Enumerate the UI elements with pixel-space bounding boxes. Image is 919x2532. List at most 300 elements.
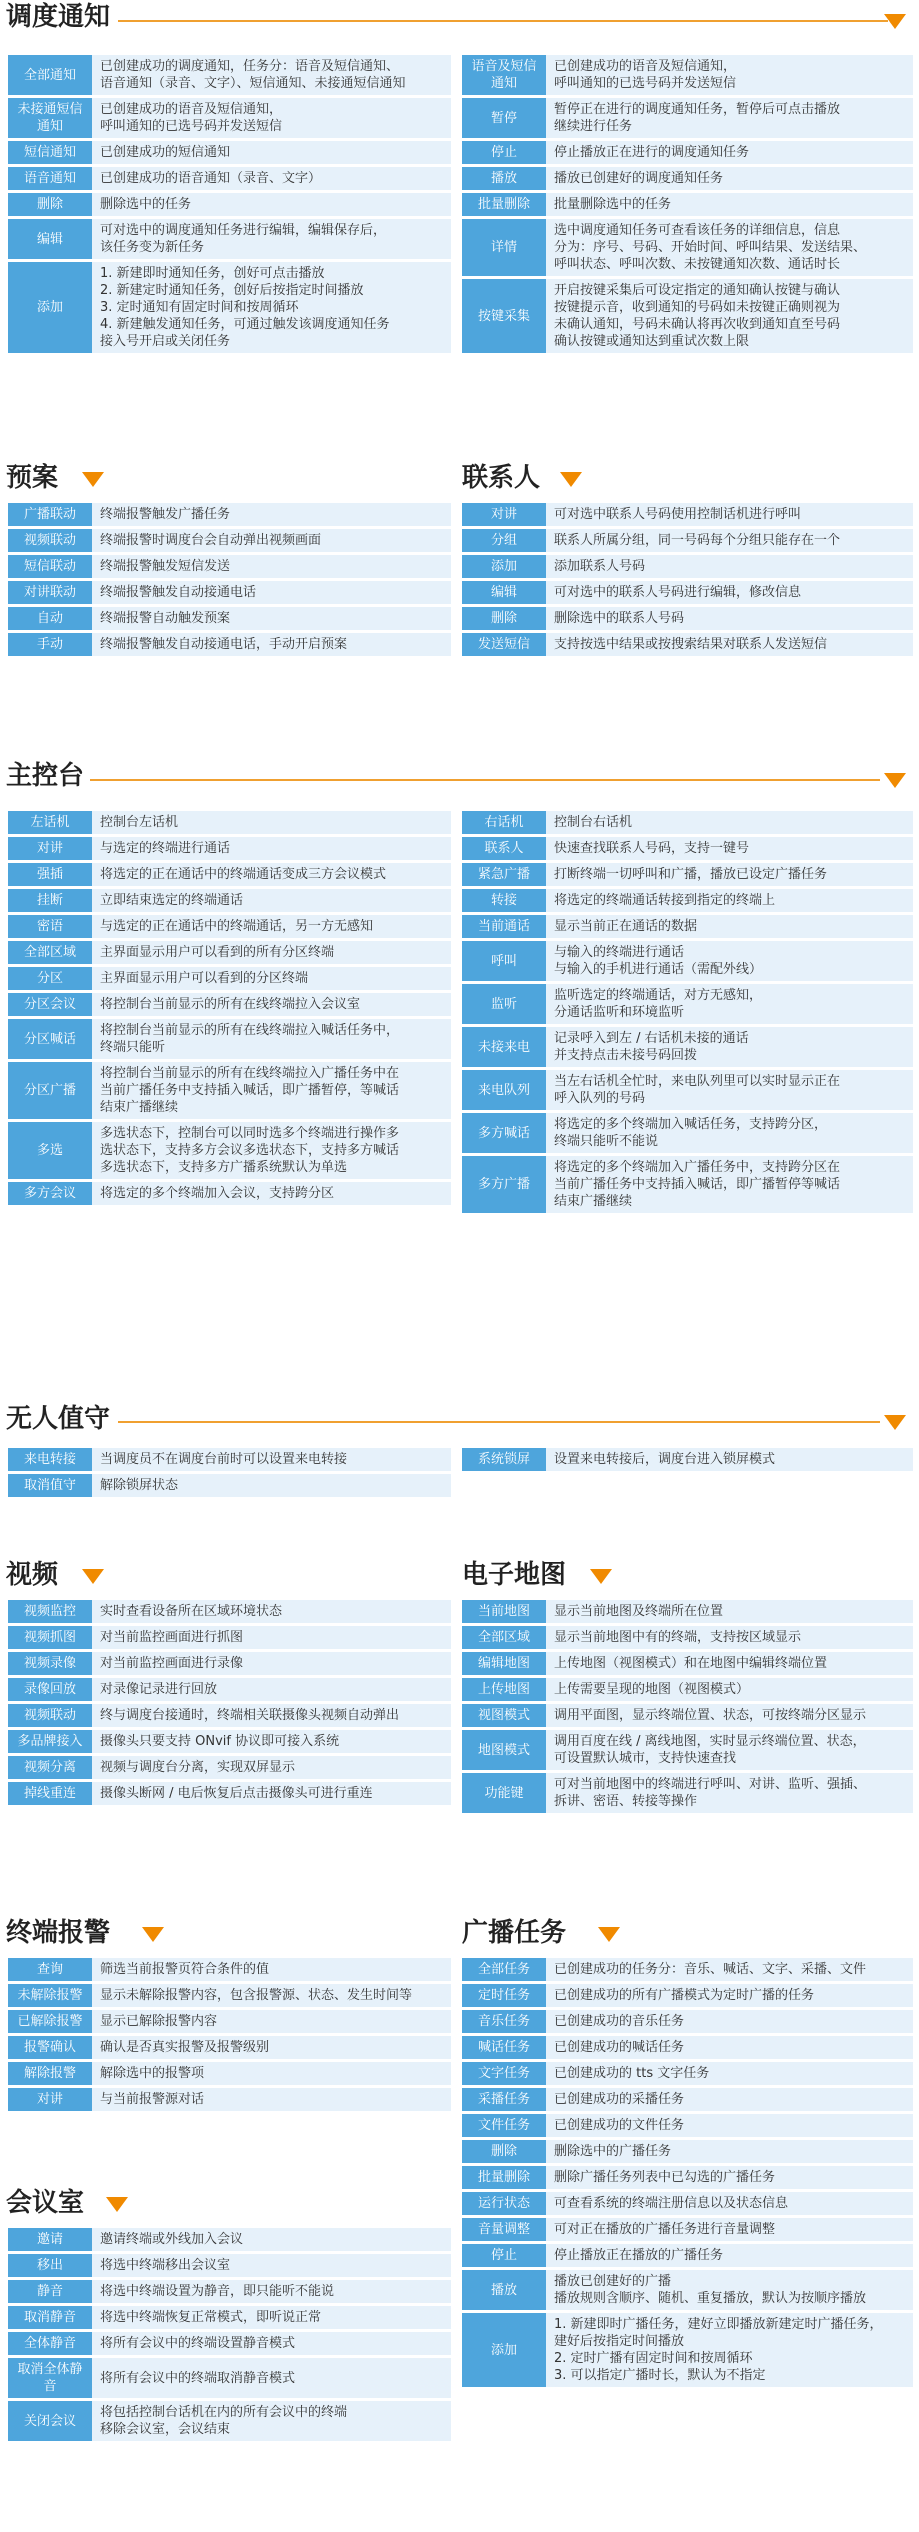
table-row (8, 2010, 451, 2033)
feature-description (546, 2192, 913, 2215)
table-row (8, 1782, 451, 1805)
feature-description (546, 863, 913, 886)
table-row (462, 811, 913, 834)
table-row (462, 193, 913, 216)
feature-description (92, 1474, 451, 1497)
table-row (462, 2166, 913, 2189)
feature-name: 来电转接 (8, 1448, 92, 1471)
description-line: 将所有会议中的终端取消静音模式 (100, 2370, 296, 2386)
description-line: 已创建成功的音乐任务 (554, 2014, 685, 2029)
feature-description (546, 2062, 913, 2085)
feature-name: 视频联动 (8, 529, 92, 552)
feature-name: 批量删除 (462, 193, 546, 216)
feature-name: 喊话任务 (462, 2036, 546, 2059)
section-title-map: 电子地图 (462, 1560, 567, 1590)
feature-description (546, 1070, 913, 1110)
feature-name: 对讲 (8, 2088, 92, 2111)
description-line: 主界面显示用户可以看到的分区终端 (100, 971, 309, 986)
description-line: 邀请终端或外线加入会议 (100, 2232, 244, 2247)
feature-description (546, 1156, 913, 1213)
section-divider (118, 20, 888, 22)
feature-name: 文字任务 (462, 2062, 546, 2085)
feature-description (92, 993, 451, 1016)
feature-description (92, 1782, 451, 1805)
feature-name: 暂停 (462, 98, 546, 138)
feature-description (546, 1626, 913, 1649)
description-line: 调用百度在线 / 离线地图，实时显示终端位置、状态， (554, 1734, 866, 1749)
feature-name: 录像回放 (8, 1678, 92, 1701)
table-row (462, 581, 913, 604)
feature-name: 左话机 (8, 811, 92, 834)
feature-description (546, 2313, 913, 2387)
feature-name: 视频抓图 (8, 1626, 92, 1649)
broadcast-table (462, 1955, 913, 2390)
feature-description (92, 167, 451, 190)
description-line: 删除广播任务列表中已勾选的广播任务 (554, 2170, 776, 2185)
section-title-alarm: 终端报警 (6, 1918, 111, 1948)
table-row (462, 1448, 913, 1471)
section-title-plan: 预案 (6, 463, 59, 493)
feature-name: 停止 (462, 141, 546, 164)
feature-description (546, 555, 913, 578)
feature-name: 多选 (8, 1122, 92, 1179)
feature-description (546, 55, 913, 95)
description-line: 终端报警触发自动接通电话 (100, 585, 257, 600)
description-line: 1. 新建即时广播任务，建好立即播放新建定时广播任务， (554, 2317, 883, 2332)
feature-description (92, 1062, 451, 1119)
description-line: 可对选中联系人号码使用控制话机进行呼叫 (554, 507, 802, 522)
table-row (8, 1756, 451, 1779)
section-title-dispatch: 调度通知 (6, 2, 111, 32)
table-row (462, 1156, 913, 1213)
table-row (8, 2306, 451, 2329)
description-line: 确认按键或通知达到重试次数上限 (554, 334, 750, 349)
description-line: 终端报警触发广播任务 (100, 507, 231, 522)
description-line: 设置来电转接后，调度台进入锁屏模式 (554, 1452, 776, 1467)
description-line: 已创建成功的 tts 文字任务 (554, 2066, 710, 2081)
table-row (462, 141, 913, 164)
feature-description (546, 1730, 913, 1770)
description-line: 终端只能听不能说 (554, 1134, 659, 1149)
feature-name: 视频监控 (8, 1600, 92, 1623)
feature-name: 未接来电 (462, 1027, 546, 1067)
description-line: 停止播放正在播放的广播任务 (554, 2248, 724, 2263)
feature-description (92, 141, 451, 164)
description-line: 可对选中的调度通知任务进行编辑，编辑保存后， (100, 223, 387, 238)
description-line: 呼叫状态、呼叫次数、未按键通知次数、通话时长 (554, 257, 841, 272)
description-line: 结束广播继续 (100, 1100, 179, 1115)
feature-description (546, 2218, 913, 2241)
feature-name: 视图模式 (462, 1704, 546, 1727)
description-line: 对当前监控画面进行录像 (100, 1656, 244, 1671)
table-row (8, 55, 451, 95)
table-row (462, 279, 913, 353)
feature-name: 编辑地图 (462, 1652, 546, 1675)
feature-description (546, 2166, 913, 2189)
plan-table (8, 500, 451, 659)
feature-name: 取消值守 (8, 1474, 92, 1497)
collapse-arrow-icon[interactable] (598, 1927, 620, 1942)
feature-description (92, 2228, 451, 2251)
description-line: 将选定的正在通话中的终端通话变成三方会议模式 (100, 867, 387, 882)
description-line: 解除锁屏状态 (100, 1478, 179, 1493)
unattended-table-left (8, 1445, 451, 1500)
description-line: 摄像头只要支持 ONvif 协议即可接入系统 (100, 1734, 340, 1749)
feature-name: 自动 (8, 607, 92, 630)
description-line: 1. 新建即时通知任务，创好可点击播放 (100, 266, 325, 281)
feature-description (546, 2010, 913, 2033)
feature-name: 右话机 (462, 811, 546, 834)
feature-name: 添加 (462, 2313, 546, 2387)
dispatch-table-left (8, 52, 451, 356)
table-row (8, 1704, 451, 1727)
description-line: 监听选定的终端通话，对方无感知， (554, 988, 763, 1003)
map-table (462, 1597, 913, 1816)
description-line: 批量删除选中的任务 (554, 197, 672, 212)
feature-name: 对讲 (462, 503, 546, 526)
table-row (462, 1113, 913, 1153)
table-row (8, 1730, 451, 1753)
feature-name: 移出 (8, 2254, 92, 2277)
feature-name: 静音 (8, 2280, 92, 2303)
feature-description (92, 55, 451, 95)
feature-description (546, 193, 913, 216)
feature-description (92, 1448, 451, 1471)
table-row (462, 2062, 913, 2085)
collapse-arrow-icon[interactable] (884, 773, 906, 788)
description-line: 已创建成功的短信通知 (100, 145, 231, 160)
description-line: 未确认通知，号码未确认将再次收到通知直至号码 (554, 317, 841, 332)
feature-description (92, 967, 451, 990)
feature-description (92, 2306, 451, 2329)
feature-name: 编辑 (462, 581, 546, 604)
table-row (8, 993, 451, 1016)
table-row (8, 941, 451, 964)
feature-description (92, 503, 451, 526)
feature-description (92, 607, 451, 630)
feature-description (92, 1652, 451, 1675)
feature-name: 功能键 (462, 1773, 546, 1813)
description-line: 播放已创建好的调度通知任务 (554, 171, 724, 186)
description-line: 终端报警触发自动接通电话，手动开启预案 (100, 637, 348, 652)
description-line: 将选定的多个终端加入喊话任务，支持跨分区， (554, 1117, 828, 1132)
description-line: 拆讲、密语、转接等操作 (554, 1794, 698, 1809)
feature-name: 按键采集 (462, 279, 546, 353)
description-line: 呼叫通知的已选号码并发送短信 (100, 119, 283, 134)
feature-description (546, 503, 913, 526)
description-line: 多选状态下，控制台可以同时选多个终端进行操作多 (100, 1126, 400, 1141)
description-line: 播放已创建好的广播 (554, 2274, 672, 2289)
table-row (8, 1182, 451, 1205)
section-divider (118, 1421, 880, 1423)
table-row (8, 1984, 451, 2007)
description-line: 筛选当前报警页符合条件的值 (100, 1962, 270, 1977)
section-title-meeting: 会议室 (6, 2188, 85, 2218)
description-line: 分通话监听和环境监听 (554, 1005, 685, 1020)
table-row (462, 2010, 913, 2033)
feature-name: 添加 (462, 555, 546, 578)
description-line: 对当前监控画面进行抓图 (100, 1630, 244, 1645)
table-row (8, 607, 451, 630)
console-table-left (8, 808, 451, 1208)
table-row (8, 1122, 451, 1179)
description-line: 可对选中的联系人号码进行编辑，修改信息 (554, 585, 802, 600)
feature-description (92, 863, 451, 886)
description-line: 将控制台当前显示的所有在线终端拉入会议室 (100, 997, 361, 1012)
feature-name: 短信通知 (8, 141, 92, 164)
description-line: 将控制台当前显示的所有在线终端拉入广播任务中在 (100, 1066, 400, 1081)
feature-description (546, 811, 913, 834)
feature-name: 分区会议 (8, 993, 92, 1016)
feature-name: 查询 (8, 1958, 92, 1981)
description-line: 3. 可以指定广播时长，默认为不指定 (554, 2368, 766, 2383)
description-line: 与输入的手机进行通话（需配外线） (554, 962, 763, 977)
table-row (462, 1626, 913, 1649)
collapse-arrow-icon[interactable] (82, 472, 104, 487)
description-line: 已创建成功的任务分：音乐、喊话、文字、采播、文件 (554, 1962, 867, 1977)
description-line: 终端报警触发短信发送 (100, 559, 231, 574)
table-row (462, 2218, 913, 2241)
table-row (462, 1984, 913, 2007)
feature-description (546, 529, 913, 552)
table-row (462, 2088, 913, 2111)
feature-name: 播放 (462, 167, 546, 190)
description-line: 打断终端一切呼叫和广播，播放已设定广播任务 (554, 867, 828, 882)
feature-name: 掉线重连 (8, 1782, 92, 1805)
feature-name: 已解除报警 (8, 2010, 92, 2033)
description-line: 可设置默认城市，支持快速查找 (554, 1751, 737, 1766)
description-line: 快速查找联系人号码，支持一键号 (554, 841, 750, 856)
feature-name: 语音通知 (8, 167, 92, 190)
feature-name: 全部通知 (8, 55, 92, 95)
feature-name: 删除 (462, 2140, 546, 2163)
feature-description (546, 915, 913, 938)
description-line: 删除选中的广播任务 (554, 2144, 672, 2159)
feature-description (546, 2114, 913, 2137)
feature-name: 播放 (462, 2270, 546, 2310)
feature-description (546, 889, 913, 912)
feature-name: 删除 (462, 607, 546, 630)
feature-description (92, 2062, 451, 2085)
feature-name: 未解除报警 (8, 1984, 92, 2007)
feature-description (546, 2244, 913, 2267)
feature-description (546, 581, 913, 604)
description-line: 语音通知（录音、文字）、短信通知、未接通短信通知 (100, 76, 406, 91)
table-row (8, 1652, 451, 1675)
table-row (462, 837, 913, 860)
collapse-arrow-icon[interactable] (560, 472, 582, 487)
description-line: 显示已解除报警内容 (100, 2014, 218, 2029)
description-line: 立即结束选定的终端通话 (100, 893, 244, 908)
description-line: 当调度员不在调度台前时可以设置来电转接 (100, 1452, 348, 1467)
table-row (8, 1678, 451, 1701)
collapse-arrow-icon[interactable] (590, 1569, 612, 1584)
feature-description (92, 2254, 451, 2277)
description-line: 将包括控制台话机在内的所有会议中的终端 (100, 2405, 348, 2420)
collapse-arrow-icon[interactable] (82, 1569, 104, 1584)
description-line: 已创建成功的所有广播模式为定时广播的任务 (554, 1988, 815, 2003)
table-row (462, 2036, 913, 2059)
description-line: 结束广播继续 (554, 1194, 633, 1209)
feature-description (546, 1958, 913, 1981)
feature-description (546, 1448, 913, 1471)
description-line: 2. 定时广播有固定时间和按周循环 (554, 2351, 753, 2366)
table-row (8, 633, 451, 656)
description-line: 将选定的多个终端加入广播任务中，支持跨分区在 (554, 1160, 841, 1175)
feature-description (546, 984, 913, 1024)
feature-name: 发送短信 (462, 633, 546, 656)
description-line: 播放规则含顺序、随机、重复播放，默认为按顺序播放 (554, 2291, 867, 2306)
description-line: 已创建成功的采播任务 (554, 2092, 685, 2107)
feature-name: 分组 (462, 529, 546, 552)
table-row (462, 1600, 913, 1623)
table-row (462, 2140, 913, 2163)
feature-name: 手动 (8, 633, 92, 656)
description-line: 添加联系人号码 (554, 559, 646, 574)
feature-name: 挂断 (8, 889, 92, 912)
feature-description (92, 1756, 451, 1779)
feature-name: 全部任务 (462, 1958, 546, 1981)
feature-name: 解除报警 (8, 2062, 92, 2085)
feature-name: 音量调整 (462, 2218, 546, 2241)
feature-name: 对讲 (8, 837, 92, 860)
table-row (462, 889, 913, 912)
description-line: 将选中终端移出会议室 (100, 2258, 231, 2273)
table-row (462, 1027, 913, 1067)
description-line: 呼入队列的号码 (554, 1091, 646, 1106)
feature-name: 密语 (8, 915, 92, 938)
description-line: 暂停正在进行的调度通知任务，暂停后可点击播放 (554, 102, 841, 117)
description-line: 3. 定时通知有固定时间和按周循环 (100, 300, 299, 315)
table-row (462, 863, 913, 886)
table-row (8, 2062, 451, 2085)
feature-name: 对讲联动 (8, 581, 92, 604)
feature-description (92, 2332, 451, 2355)
description-line: 删除选中的任务 (100, 197, 192, 212)
feature-description (92, 529, 451, 552)
description-line: 4. 新建触发通知任务，可通过触发该调度通知任务 (100, 317, 390, 332)
feature-description (92, 193, 451, 216)
feature-name: 音乐任务 (462, 2010, 546, 2033)
table-row (8, 1062, 451, 1119)
feature-description (546, 167, 913, 190)
description-line: 与输入的终端进行通话 (554, 945, 685, 960)
table-row (462, 2114, 913, 2137)
description-line: 调用平面图，显示终端位置、状态，可按终端分区显示 (554, 1708, 867, 1723)
collapse-arrow-icon[interactable] (106, 2197, 128, 2212)
feature-name: 系统锁屏 (462, 1448, 546, 1471)
description-line: 2. 新建定时通知任务，创好后按指定时间播放 (100, 283, 364, 298)
feature-name: 全部区域 (8, 941, 92, 964)
feature-description (92, 837, 451, 860)
feature-name: 语音及短信通知 (462, 55, 546, 95)
feature-name: 添加 (8, 262, 92, 353)
feature-description (92, 811, 451, 834)
description-line: 解除选中的报警项 (100, 2066, 205, 2081)
feature-name: 定时任务 (462, 1984, 546, 2007)
feature-description (92, 1019, 451, 1059)
description-line: 摄像头断网 / 电后恢复后点击摄像头可进行重连 (100, 1786, 373, 1801)
description-line: 可对正在播放的广播任务进行音量调整 (554, 2222, 776, 2237)
feature-description (546, 141, 913, 164)
table-row (462, 167, 913, 190)
feature-description (546, 2140, 913, 2163)
feature-description (92, 633, 451, 656)
feature-description (92, 2401, 451, 2441)
description-line: 显示当前正在通话的数据 (554, 919, 698, 934)
description-line: 终端报警时调度台会自动弹出视频画面 (100, 533, 322, 548)
feature-name: 视频联动 (8, 1704, 92, 1727)
description-line: 开启按键采集后可设定指定的通知确认按键与确认 (554, 283, 841, 298)
description-line: 已创建成功的语音通知（录音、文字） (100, 171, 322, 186)
table-row (8, 529, 451, 552)
description-line: 按键提示音，收到通知的号码如未按键正确则视为 (554, 300, 841, 315)
table-row (8, 2088, 451, 2111)
description-line: 确认是否真实报警及报警级别 (100, 2040, 270, 2055)
description-line: 已创建成功的调度通知，任务分：语音及短信通知、 (100, 59, 400, 74)
table-row (8, 1600, 451, 1623)
description-line: 控制台左话机 (100, 815, 179, 830)
feature-name: 编辑 (8, 219, 92, 259)
feature-name: 多方会议 (8, 1182, 92, 1205)
description-line: 记录呼入到左 / 右话机未接的通话 (554, 1031, 749, 1046)
video-table (8, 1597, 451, 1808)
feature-description (92, 1958, 451, 1981)
table-row (8, 141, 451, 164)
table-row (8, 262, 451, 353)
feature-name: 文件任务 (462, 2114, 546, 2137)
feature-description (546, 2036, 913, 2059)
feature-description (92, 1122, 451, 1179)
description-line: 已创建成功的语音及短信通知， (100, 102, 283, 117)
description-line: 并支持点击未接号码回拨 (554, 1048, 698, 1063)
table-row (462, 1070, 913, 1110)
table-row (462, 98, 913, 138)
feature-description (92, 2280, 451, 2303)
table-row (462, 2313, 913, 2387)
table-row (462, 1652, 913, 1675)
description-line: 显示当前地图及终端所在位置 (554, 1604, 724, 1619)
table-row (462, 633, 913, 656)
collapse-arrow-icon[interactable] (884, 14, 906, 29)
description-line: 当前广播任务中支持插入喊话，即广播暂停，等喊话 (100, 1083, 400, 1098)
table-row (462, 941, 913, 981)
feature-description (92, 1730, 451, 1753)
feature-description (546, 1113, 913, 1153)
description-line: 控制台右话机 (554, 815, 633, 830)
feature-name: 呼叫 (462, 941, 546, 981)
description-line: 将选中终端恢复正常模式，即听说正常 (100, 2310, 322, 2325)
table-row (462, 219, 913, 276)
description-line: 与选定的正在通话中的终端通话，另一方无感知 (100, 919, 374, 934)
collapse-arrow-icon[interactable] (142, 1927, 164, 1942)
description-line: 对录像记录进行回放 (100, 1682, 218, 1697)
feature-name: 强插 (8, 863, 92, 886)
feature-name: 删除 (8, 193, 92, 216)
table-row (462, 1678, 913, 1701)
feature-name: 全部区域 (462, 1626, 546, 1649)
feature-name: 分区 (8, 967, 92, 990)
description-line: 联系人所属分组，同一号码每个分组只能存在一个 (554, 533, 841, 548)
feature-name: 多方广播 (462, 1156, 546, 1213)
table-row (462, 2270, 913, 2310)
description-line: 将控制台当前显示的所有在线终端拉入喊话任务中， (100, 1023, 400, 1038)
table-row (8, 2358, 451, 2398)
feature-description (92, 2358, 451, 2398)
feature-description (546, 2270, 913, 2310)
collapse-arrow-icon[interactable] (884, 1415, 906, 1430)
description-line: 将选中终端设置为静音，即只能听不能说 (100, 2284, 335, 2299)
